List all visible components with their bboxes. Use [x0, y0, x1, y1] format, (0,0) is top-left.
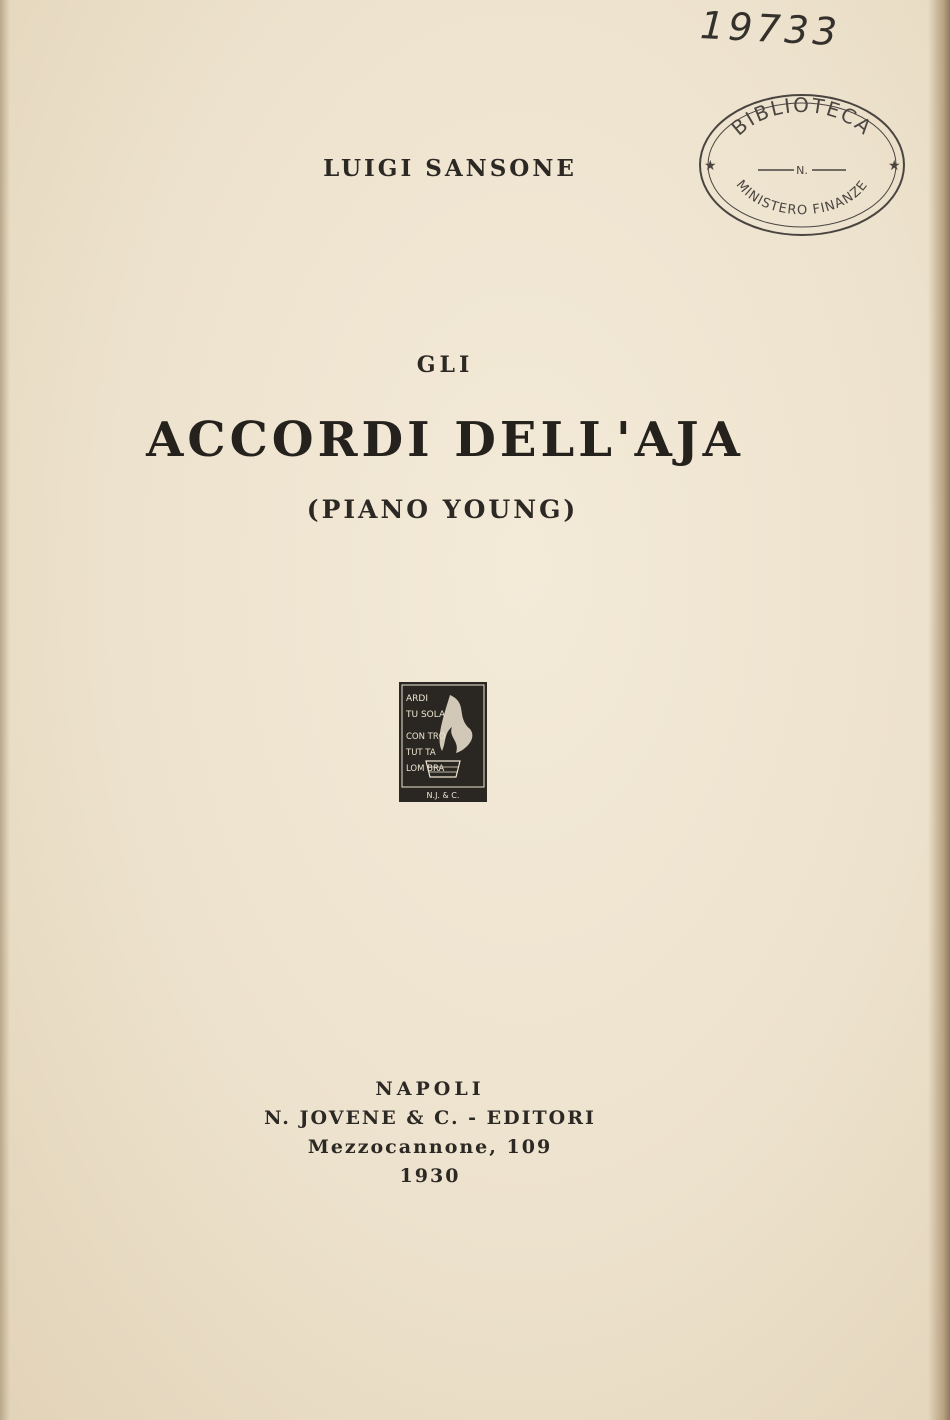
emblem-line-4: TUT TA	[406, 748, 436, 758]
handwritten-accession-number: 19733	[698, 3, 842, 55]
emblem-line-1: ARDI	[406, 694, 428, 704]
imprint-publisher: N. JOVENE & C. - EDITORI	[264, 1107, 596, 1129]
imprint-year: 1930	[399, 1165, 461, 1187]
imprint-city: NAPOLI	[375, 1078, 485, 1100]
author-name: LUIGI SANSONE	[323, 155, 577, 182]
stamp-right-star: ★	[888, 158, 901, 174]
book-subtitle: (PIANO YOUNG)	[306, 495, 579, 524]
emblem-line-5: LOM BRA	[406, 764, 445, 774]
title-prefix: GLI	[416, 352, 474, 378]
stamp-left-star: ★	[704, 158, 717, 174]
stamp-number-label: N.	[796, 164, 808, 177]
emblem-line-2: TU SOLA	[406, 710, 446, 720]
stamp-top-text: BIBLIOTECA	[726, 93, 878, 141]
publisher-emblem	[398, 681, 488, 803]
stamp-bottom-text: MINISTERO FINANZE	[732, 177, 872, 219]
emblem-line-3: CON TRO	[406, 732, 446, 742]
imprint-address: Mezzocannone, 109	[307, 1136, 553, 1158]
imprint	[0, 1075, 860, 1191]
page-left-edge	[0, 0, 10, 1420]
emblem-footer: N.J. & C.	[426, 791, 460, 800]
book-title: ACCORDI DELL'AJA	[146, 412, 744, 468]
page-binding-edge	[928, 0, 950, 1420]
